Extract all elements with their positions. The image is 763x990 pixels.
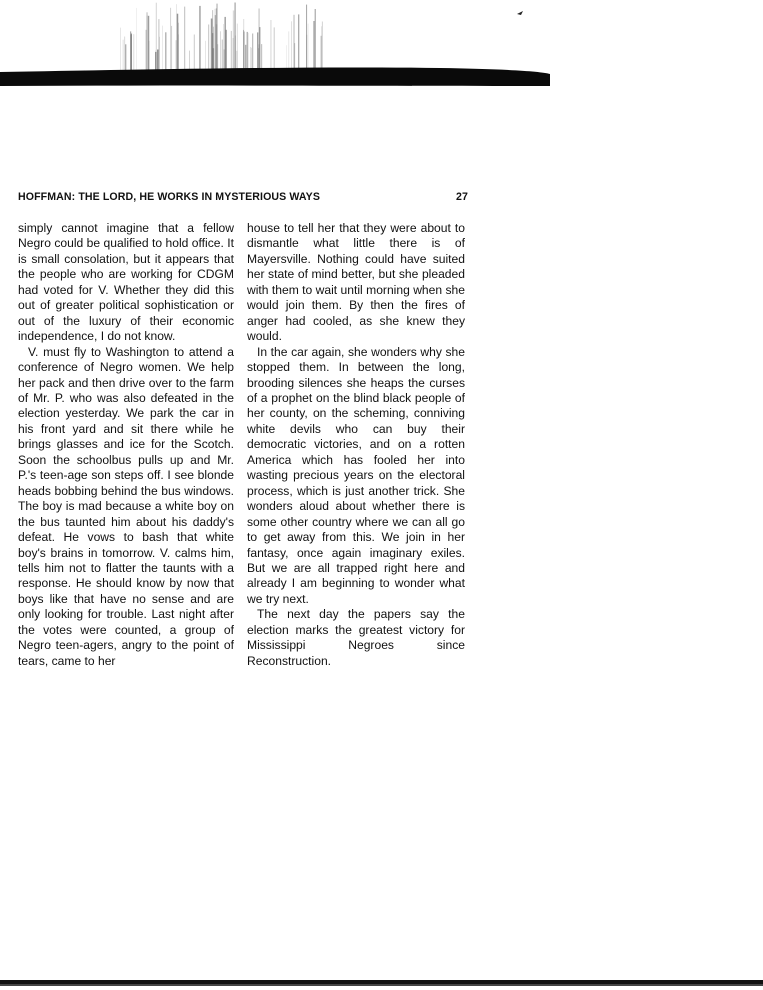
scan-streak <box>258 44 259 72</box>
paragraph: house to tell her that they were about to dismantle what little there is of Mayersville. Nothing could have suited her state of mind better, but she pleaded with them to wait until morning when she would join them. By then the fires of anger had cooled, as she knew they would. <box>247 221 465 344</box>
scan-streak <box>245 45 246 72</box>
scan-streak <box>194 35 195 73</box>
scan-streak <box>233 38 234 72</box>
scan-streak <box>184 7 185 72</box>
scan-streak <box>322 22 323 73</box>
scan-streak <box>252 34 253 73</box>
scan-streak <box>211 19 213 73</box>
scan-streak <box>294 15 295 72</box>
scan-streak <box>243 19 244 72</box>
right-column <box>247 221 465 669</box>
scan-streak <box>147 16 148 72</box>
scan-streak <box>162 26 163 72</box>
scan-streak <box>123 40 124 72</box>
scan-streaks <box>120 3 323 73</box>
scan-streak <box>171 26 172 72</box>
scan-streak <box>178 23 179 72</box>
scan-streak <box>208 25 209 73</box>
scan-streak <box>131 34 132 72</box>
running-head-title: HOFFMAN: THE LORD, HE WORKS IN MYSTERIOUS WAYS <box>18 191 321 203</box>
scan-streak <box>289 31 290 72</box>
scan-streak <box>291 21 292 72</box>
scan-streak <box>155 52 156 72</box>
scan-streak <box>199 6 200 72</box>
scan-streak <box>124 37 125 73</box>
paragraph: simply cannot imagine that a fellow Negro could be qualified to hold office. It is small consolation, but it appears that the people who are working for CDGM had voted for V. Whether they did this out of greater political sophistication or out of the luxury of their economic independence, I do not know. <box>18 221 234 344</box>
scan-streak <box>321 36 322 72</box>
paragraph: The next day the papers say the election marks the greatest victory for Mississippi Negroes since Reconstruction. <box>247 607 465 668</box>
scan-streak <box>120 28 121 72</box>
scan-streak <box>308 24 309 72</box>
scan-streak <box>165 32 166 72</box>
scan-streak <box>159 19 160 72</box>
scan-artifact-bottom <box>0 978 763 990</box>
scan-streak <box>215 9 216 72</box>
scan-streak <box>274 27 275 72</box>
scan-streak <box>213 48 215 72</box>
scan-streak <box>205 41 206 72</box>
scan-streak <box>148 16 149 72</box>
scan-streak <box>125 44 126 72</box>
scan-dark-band <box>0 67 550 86</box>
scan-mark <box>517 11 523 15</box>
scan-streak <box>222 40 223 73</box>
scan-streak <box>157 50 159 73</box>
scan-streak <box>231 31 232 72</box>
scan-streak <box>298 14 299 72</box>
scan-streak <box>217 44 218 72</box>
paragraph: V. must fly to Washington to attend a conference of Negro women. We help her pack and then drive over to the farm of Mr. P. who was also defeated in the election yesterday. We park the car in his front yard and sit there while he brings glasses and ice for the Scotch. Soon the schoolbus pulls up and Mr. P.'s teen-age son steps off. I see blonde heads bobbing behind the bus windows. The boy is mad because a white boy on the bus taunted him about his daddy's defeat. He vows to bash that white boy's brains in tomorrow. V. calms him, tells him not to flatter the taunts with a response. He should know by now that boys like that have no sense and are only looking for trouble. Last night after the votes were counted, a group of Negro teen-agers, angry to the point of tears, came to her <box>18 344 234 668</box>
scan-streak <box>223 24 224 72</box>
paragraph: In the car again, she wonders why she stopped them. In between the long, brooding silences she heaps the curses of a prophet on the blind black people of her county, on the scheming, conniving white devils who can buy their democratic victories, and on a rotten America which has fooled her into wasting precious years on the electoral process, which is just another trick. She wonders aloud about whether there is some other country where we can all go to get away from this. We join in her fantasy, once again imaginary exiles. But we are all trapped right here and already I am beginning to wonder what we try next. <box>247 344 465 606</box>
scan-streak <box>237 24 238 72</box>
scan-streak <box>313 21 314 72</box>
scan-streak <box>235 3 236 73</box>
scan-streak <box>248 33 249 72</box>
page-number: 27 <box>456 191 468 203</box>
scan-streak <box>136 8 137 72</box>
scan-streak <box>271 20 272 72</box>
scan-streak <box>134 34 135 72</box>
scan-streak <box>315 9 316 72</box>
scan-streak <box>216 24 217 72</box>
scan-streak <box>261 44 262 72</box>
left-column <box>18 221 234 669</box>
scan-streak <box>307 35 308 72</box>
scan-streak <box>170 8 171 72</box>
scan-streak <box>247 32 248 72</box>
scan-artifact-top <box>0 0 763 90</box>
scan-streak <box>257 32 258 72</box>
running-head <box>18 191 468 207</box>
scan-streak <box>226 30 227 72</box>
